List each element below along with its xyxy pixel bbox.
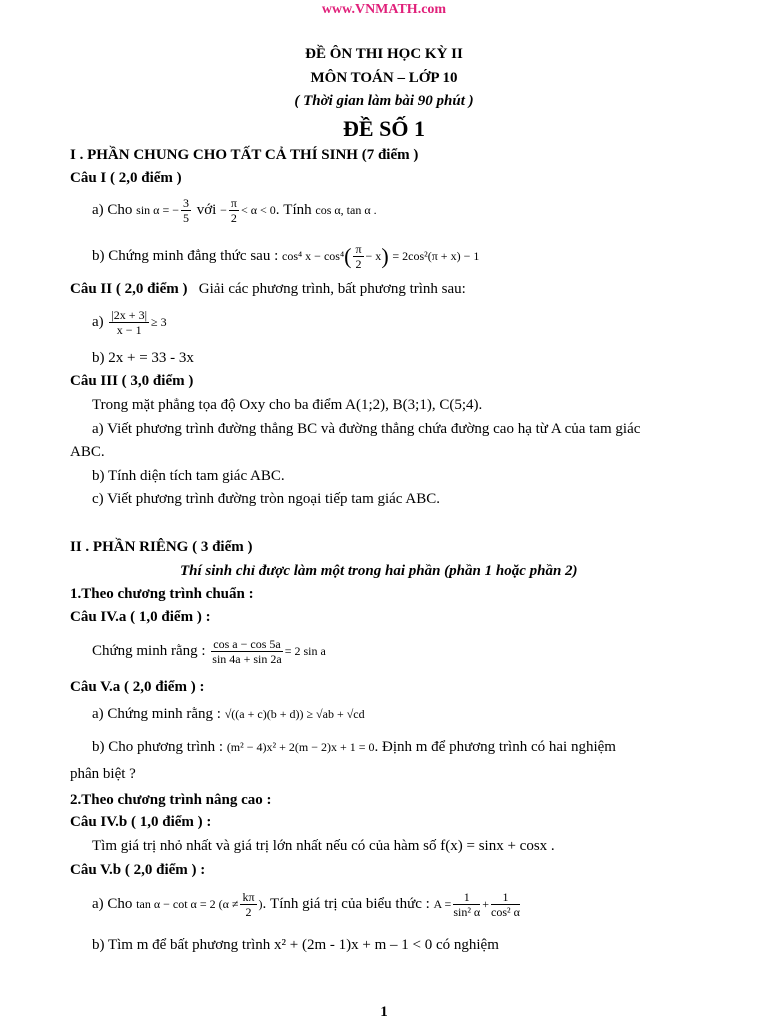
question-3-intro: Trong mặt phẳng tọa độ Oxy cho ba điểm A(1;2), B(3;1), C(5;4). <box>92 397 483 413</box>
standard-program-heading: 1.Theo chương trình chuẩn : <box>70 586 254 602</box>
question-2a: a) $\frac{|2x + 3|}{x - 1}$ ≥ 3 <box>92 308 167 337</box>
question-4a-title: Câu IV.a ( 1,0 điểm ) : <box>70 609 211 625</box>
question-1b: b) Chứng minh đẳng thức sau : cos⁴ x − cos⁴( $\frac{\pi}{2}$ − x) = 2cos²(π + x) − 1 <box>92 242 480 271</box>
question-5a-a: a) Chứng minh rằng : √((a + c)(b + d)) ≥ √ab + √cd <box>92 706 365 722</box>
question-5b-a: a) Cho tan α − cot α = 2 (α ≠ $\frac{k\pi}{2}$ ). Tính giá trị của biểu thức : A = $\frac{1}{\text{sin² α}}$ + $\frac{1}{\text{cos² α}}$ <box>92 890 520 919</box>
subject-title: MÔN TOÁN – LỚP 10 <box>310 70 458 86</box>
question-2b: b) 2x + = 33 - 3x <box>92 350 194 366</box>
question-5b-title: Câu V.b ( 2,0 điểm ) : <box>70 862 206 878</box>
question-5b-b: b) Tìm m để bất phương trình x² + (2m - 1)x + m – 1 < 0 có nghiệm <box>92 937 499 953</box>
question-3c: c) Viết phương trình đường tròn ngoại tiếp tam giác ABC. <box>92 491 440 507</box>
question-3a-line2: ABC. <box>70 444 105 460</box>
part2-note: Thí sinh chỉ được làm một trong hai phần (phần 1 hoặc phần 2) <box>180 563 578 579</box>
question-5a-b: b) Cho phương trình : (m² − 4)x² + 2(m − 2)x + 1 = 0. Định m để phương trình có hai nghiệm <box>92 739 616 755</box>
part1-heading: I . PHẦN CHUNG CHO TẤT CẢ THÍ SINH (7 điểm ) <box>70 147 419 163</box>
site-header: www.VNMATH.com <box>321 2 447 17</box>
part2-heading: II . PHẦN RIÊNG ( 3 điểm ) <box>70 539 253 555</box>
exam-number: ĐỀ SỐ 1 <box>343 116 425 141</box>
question-4b: Tìm giá trị nhỏ nhất và giá trị lớn nhất nếu có của hàm số f(x) = sinx + cosx . <box>92 838 555 854</box>
question-3-title: Câu III ( 3,0 điểm ) <box>70 373 194 389</box>
exam-title: ĐỀ ÔN THI HỌC KỲ II <box>305 46 463 62</box>
question-3b: b) Tính diện tích tam giác ABC. <box>92 468 285 484</box>
question-4a: Chứng minh rằng : $\frac{\text{cos a − cos 5a}}{\sin 4a + \sin 2a}$ = 2 sin a <box>92 637 326 666</box>
question-2-header: Câu II ( 2,0 điểm ) Giải các phương trình, bất phương trình sau: <box>70 281 466 297</box>
time-limit: ( Thời gian làm bài 90 phút ) <box>294 93 474 109</box>
page-number: 1 <box>380 1004 388 1020</box>
question-3a-line1: a) Viết phương trình đường thẳng BC và đường thẳng chứa đường cao hạ từ A của tam giác <box>92 421 641 437</box>
advanced-program-heading: 2.Theo chương trình nâng cao : <box>70 792 272 808</box>
question-1a: a) Cho sin α = − $\frac{3}{5}$ với − $\frac{\pi}{2}$ < α < 0. Tính cos α, tan α . <box>92 196 377 225</box>
question-5a-b-cont: phân biệt ? <box>70 766 136 782</box>
question-4b-title: Câu IV.b ( 1,0 điểm ) : <box>70 814 212 830</box>
question-5a-title: Câu V.a ( 2,0 điểm ) : <box>70 679 205 695</box>
question-1-title: Câu I ( 2,0 điểm ) <box>70 170 182 186</box>
